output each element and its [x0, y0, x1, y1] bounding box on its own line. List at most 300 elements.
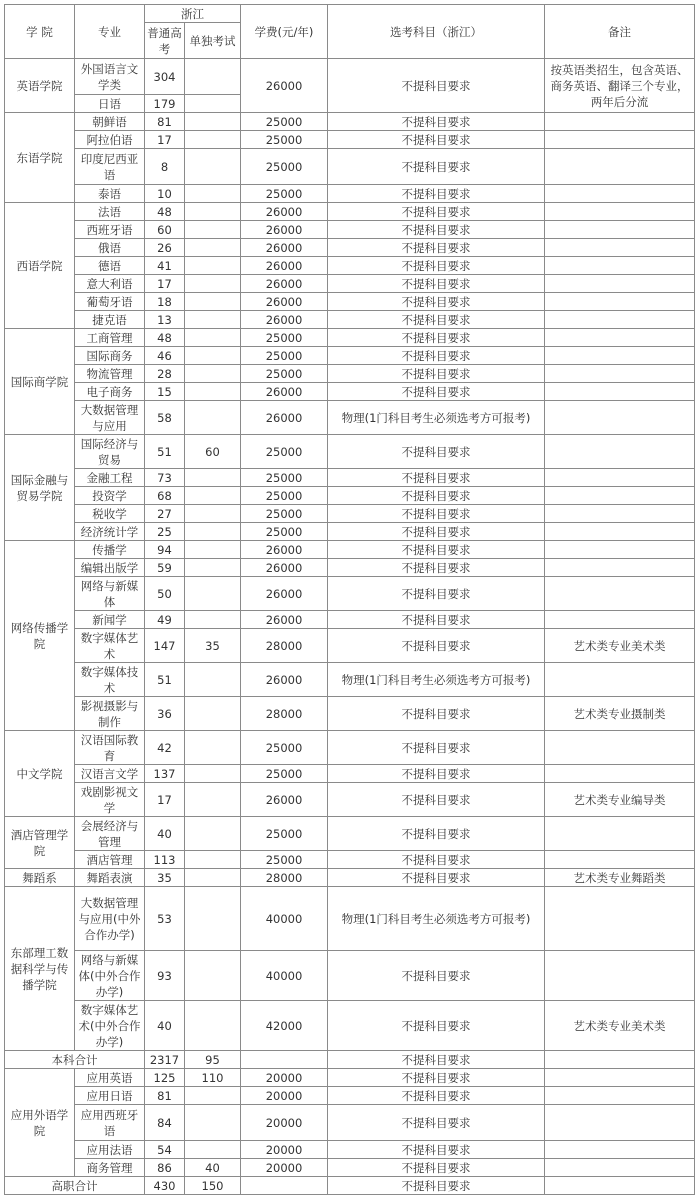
- general-quota-cell: 137: [145, 765, 185, 783]
- separate-quota-cell: [185, 887, 241, 951]
- subjects-cell: 不提科目要求: [328, 1087, 545, 1105]
- major-cell: 日语: [75, 95, 145, 113]
- major-cell: 应用日语: [75, 1087, 145, 1105]
- table-row: [5, 203, 695, 221]
- major-cell: 网络与新媒体(中外合作办学): [75, 951, 145, 1001]
- major-cell: 阿拉伯语: [75, 131, 145, 149]
- separate-quota-cell: [185, 149, 241, 185]
- major-cell: 税收学: [75, 505, 145, 523]
- subjects-cell: 不提科目要求: [328, 293, 545, 311]
- table-row: [5, 239, 695, 257]
- separate-quota-cell: [185, 95, 241, 113]
- general-quota-cell: 147: [145, 629, 185, 663]
- general-quota-cell: 13: [145, 311, 185, 329]
- subjects-cell: 不提科目要求: [328, 149, 545, 185]
- general-quota-cell: 8: [145, 149, 185, 185]
- note-cell: [545, 401, 695, 435]
- general-quota-cell: 40: [145, 817, 185, 851]
- vocational-total-row: [5, 1177, 695, 1195]
- major-cell: 商务管理: [75, 1159, 145, 1177]
- major-cell: 应用西班牙语: [75, 1105, 145, 1141]
- note-cell: [545, 765, 695, 783]
- general-quota-cell: 35: [145, 869, 185, 887]
- note-cell: [545, 1159, 695, 1177]
- table-row: [5, 559, 695, 577]
- separate-quota-cell: [185, 203, 241, 221]
- table-row: [5, 401, 695, 435]
- tuition-cell: 28000: [241, 869, 328, 887]
- note-cell: 艺术类专业舞蹈类: [545, 869, 695, 887]
- general-quota-cell: 17: [145, 275, 185, 293]
- separate-quota-cell: [185, 239, 241, 257]
- table-row: [5, 1069, 695, 1087]
- separate-quota-cell: [185, 275, 241, 293]
- tuition-cell: 25000: [241, 817, 328, 851]
- general-quota-cell: 86: [145, 1159, 185, 1177]
- tuition-cell: 26000: [241, 275, 328, 293]
- major-cell: 西班牙语: [75, 221, 145, 239]
- subjects-cell: 不提科目要求: [328, 1051, 545, 1069]
- separate-quota-cell: [185, 347, 241, 365]
- note-cell: [545, 239, 695, 257]
- table-row: [5, 383, 695, 401]
- general-quota-cell: 53: [145, 887, 185, 951]
- general-quota-cell: 10: [145, 185, 185, 203]
- table-row: [5, 765, 695, 783]
- major-cell: 泰语: [75, 185, 145, 203]
- general-quota-cell: 26: [145, 239, 185, 257]
- major-cell: 国际经济与贸易: [75, 435, 145, 469]
- college-cell: 舞蹈系: [5, 869, 75, 887]
- general-quota-cell: 46: [145, 347, 185, 365]
- subjects-cell: 物理(1门科目考生必须选考方可报考): [328, 887, 545, 951]
- header-notes: 备注: [545, 5, 695, 59]
- college-cell: 国际金融与贸易学院: [5, 435, 75, 541]
- general-quota-cell: 93: [145, 951, 185, 1001]
- subjects-cell: 不提科目要求: [328, 113, 545, 131]
- general-quota-cell: 81: [145, 1087, 185, 1105]
- total-label-cell: 本科合计: [5, 1051, 145, 1069]
- separate-quota-cell: [185, 311, 241, 329]
- general-quota-cell: 125: [145, 1069, 185, 1087]
- major-cell: 舞蹈表演: [75, 869, 145, 887]
- tuition-cell: 40000: [241, 951, 328, 1001]
- note-cell: [545, 577, 695, 611]
- undergrad-total-row: [5, 1051, 695, 1069]
- note-cell: 艺术类专业美术类: [545, 629, 695, 663]
- tuition-cell: 20000: [241, 1141, 328, 1159]
- table-row: [5, 577, 695, 611]
- subjects-cell: 不提科目要求: [328, 505, 545, 523]
- tuition-cell: 26000: [241, 239, 328, 257]
- major-cell: 金融工程: [75, 469, 145, 487]
- table-row: [5, 783, 695, 817]
- table-row: [5, 185, 695, 203]
- header-major: 专业: [75, 5, 145, 59]
- tuition-cell: [241, 1051, 328, 1069]
- college-cell: 应用外语学院: [5, 1069, 75, 1177]
- general-quota-cell: 48: [145, 203, 185, 221]
- subjects-cell: 不提科目要求: [328, 1069, 545, 1087]
- subjects-cell: 不提科目要求: [328, 203, 545, 221]
- subjects-cell: 不提科目要求: [328, 731, 545, 765]
- general-quota-cell: 94: [145, 541, 185, 559]
- table-row: [5, 131, 695, 149]
- college-cell: 酒店管理学院: [5, 817, 75, 869]
- table-row: [5, 697, 695, 731]
- subjects-cell: 不提科目要求: [328, 131, 545, 149]
- separate-quota-cell: [185, 869, 241, 887]
- separate-quota-cell: [185, 1087, 241, 1105]
- college-cell: 西语学院: [5, 203, 75, 329]
- general-quota-cell: 84: [145, 1105, 185, 1141]
- tuition-cell: 26000: [241, 577, 328, 611]
- subjects-cell: 不提科目要求: [328, 783, 545, 817]
- general-quota-cell: 179: [145, 95, 185, 113]
- note-cell: [545, 365, 695, 383]
- table-row: [5, 951, 695, 1001]
- major-cell: 数字媒体技术: [75, 663, 145, 697]
- major-cell: 大数据管理与应用(中外合作办学): [75, 887, 145, 951]
- tuition-cell: 28000: [241, 629, 328, 663]
- general-quota-cell: 49: [145, 611, 185, 629]
- note-cell: 艺术类专业美术类: [545, 1001, 695, 1051]
- note-cell: [545, 1051, 695, 1069]
- separate-quota-cell: 40: [185, 1159, 241, 1177]
- note-cell: [545, 487, 695, 505]
- subjects-cell: 不提科目要求: [328, 697, 545, 731]
- note-cell: 艺术类专业摄制类: [545, 697, 695, 731]
- note-cell: [545, 817, 695, 851]
- subjects-cell: 不提科目要求: [328, 1001, 545, 1051]
- tuition-cell: 25000: [241, 149, 328, 185]
- separate-quota-cell: [185, 663, 241, 697]
- general-quota-cell: 113: [145, 851, 185, 869]
- header-general: 普通高考: [145, 23, 185, 59]
- note-cell: [545, 257, 695, 275]
- subjects-cell: 不提科目要求: [328, 611, 545, 629]
- subjects-cell: 物理(1门科目考生必须选考方可报考): [328, 401, 545, 435]
- college-cell: 网络传播学院: [5, 541, 75, 731]
- major-cell: 捷克语: [75, 311, 145, 329]
- separate-quota-cell: [185, 559, 241, 577]
- subjects-cell: 不提科目要求: [328, 1177, 545, 1195]
- tuition-cell: 25000: [241, 435, 328, 469]
- subjects-cell: 不提科目要求: [328, 185, 545, 203]
- table-row: [5, 1087, 695, 1105]
- table-row: [5, 329, 695, 347]
- subjects-cell: 不提科目要求: [328, 59, 545, 113]
- note-cell: [545, 275, 695, 293]
- table-row: [5, 221, 695, 239]
- tuition-cell: 28000: [241, 697, 328, 731]
- separate-quota-cell: [185, 505, 241, 523]
- major-cell: 电子商务: [75, 383, 145, 401]
- header-college: 学 院: [5, 5, 75, 59]
- header-row: [5, 5, 695, 23]
- general-quota-cell: 42: [145, 731, 185, 765]
- general-quota-cell: 17: [145, 131, 185, 149]
- table-row: [5, 275, 695, 293]
- major-cell: 经济统计学: [75, 523, 145, 541]
- general-quota-cell: 15: [145, 383, 185, 401]
- major-cell: 酒店管理: [75, 851, 145, 869]
- separate-quota-cell: [185, 59, 241, 95]
- table-row: [5, 347, 695, 365]
- tuition-cell: 26000: [241, 541, 328, 559]
- college-cell: 英语学院: [5, 59, 75, 113]
- general-quota-cell: 2317: [145, 1051, 185, 1069]
- major-cell: 大数据管理与应用: [75, 401, 145, 435]
- separate-quota-cell: [185, 951, 241, 1001]
- header-subjects: 选考科目（浙江）: [328, 5, 545, 59]
- note-cell: [545, 435, 695, 469]
- table-row: [5, 257, 695, 275]
- note-cell: [545, 559, 695, 577]
- separate-quota-cell: [185, 383, 241, 401]
- note-cell: 艺术类专业编导类: [545, 783, 695, 817]
- table-row: [5, 1001, 695, 1051]
- tuition-cell: 26000: [241, 311, 328, 329]
- general-quota-cell: 73: [145, 469, 185, 487]
- table-row: [5, 1141, 695, 1159]
- subjects-cell: 不提科目要求: [328, 221, 545, 239]
- tuition-cell: 25000: [241, 505, 328, 523]
- tuition-cell: 40000: [241, 887, 328, 951]
- tuition-cell: 25000: [241, 131, 328, 149]
- separate-quota-cell: [185, 577, 241, 611]
- general-quota-cell: 40: [145, 1001, 185, 1051]
- major-cell: 编辑出版学: [75, 559, 145, 577]
- separate-quota-cell: [185, 731, 241, 765]
- note-cell: [545, 329, 695, 347]
- college-cell: 东部理工数据科学与传播学院: [5, 887, 75, 1051]
- general-quota-cell: 81: [145, 113, 185, 131]
- major-cell: 物流管理: [75, 365, 145, 383]
- separate-quota-cell: [185, 765, 241, 783]
- separate-quota-cell: [185, 401, 241, 435]
- general-quota-cell: 41: [145, 257, 185, 275]
- separate-quota-cell: 110: [185, 1069, 241, 1087]
- general-quota-cell: 59: [145, 559, 185, 577]
- tuition-cell: 25000: [241, 329, 328, 347]
- tuition-cell: 25000: [241, 365, 328, 383]
- table-row: [5, 365, 695, 383]
- general-quota-cell: 304: [145, 59, 185, 95]
- separate-quota-cell: [185, 783, 241, 817]
- tuition-cell: 26000: [241, 559, 328, 577]
- subjects-cell: 不提科目要求: [328, 347, 545, 365]
- major-cell: 戏剧影视文学: [75, 783, 145, 817]
- note-cell: [545, 951, 695, 1001]
- tuition-cell: 26000: [241, 383, 328, 401]
- major-cell: 朝鲜语: [75, 113, 145, 131]
- subjects-cell: 不提科目要求: [328, 951, 545, 1001]
- general-quota-cell: 58: [145, 401, 185, 435]
- table-row: [5, 541, 695, 559]
- general-quota-cell: 51: [145, 435, 185, 469]
- table-row: [5, 149, 695, 185]
- separate-quota-cell: [185, 697, 241, 731]
- separate-quota-cell: [185, 365, 241, 383]
- major-cell: 意大利语: [75, 275, 145, 293]
- table-row: [5, 817, 695, 851]
- table-row: [5, 1159, 695, 1177]
- major-cell: 新闻学: [75, 611, 145, 629]
- subjects-cell: 不提科目要求: [328, 523, 545, 541]
- header-zhejiang: 浙江: [145, 5, 241, 23]
- subjects-cell: 不提科目要求: [328, 487, 545, 505]
- subjects-cell: 不提科目要求: [328, 469, 545, 487]
- general-quota-cell: 48: [145, 329, 185, 347]
- major-cell: 应用英语: [75, 1069, 145, 1087]
- subjects-cell: 不提科目要求: [328, 541, 545, 559]
- note-cell: [545, 523, 695, 541]
- major-cell: 法语: [75, 203, 145, 221]
- major-cell: 数字媒体艺术(中外合作办学): [75, 1001, 145, 1051]
- subjects-cell: 不提科目要求: [328, 383, 545, 401]
- subjects-cell: 不提科目要求: [328, 817, 545, 851]
- note-cell: [545, 851, 695, 869]
- separate-quota-cell: [185, 469, 241, 487]
- tuition-cell: 26000: [241, 783, 328, 817]
- separate-quota-cell: [185, 487, 241, 505]
- major-cell: 俄语: [75, 239, 145, 257]
- note-cell: [545, 113, 695, 131]
- note-cell: [545, 203, 695, 221]
- separate-quota-cell: [185, 523, 241, 541]
- admissions-table: [4, 4, 695, 1195]
- tuition-cell: 20000: [241, 1087, 328, 1105]
- major-cell: 网络与新媒体: [75, 577, 145, 611]
- separate-quota-cell: 95: [185, 1051, 241, 1069]
- subjects-cell: 不提科目要求: [328, 577, 545, 611]
- tuition-cell: 25000: [241, 487, 328, 505]
- separate-quota-cell: 60: [185, 435, 241, 469]
- note-cell: [545, 541, 695, 559]
- note-cell: [545, 311, 695, 329]
- separate-quota-cell: [185, 851, 241, 869]
- major-cell: 工商管理: [75, 329, 145, 347]
- note-cell: [545, 347, 695, 365]
- note-cell: [545, 131, 695, 149]
- tuition-cell: 25000: [241, 765, 328, 783]
- tuition-cell: 25000: [241, 469, 328, 487]
- major-cell: 国际商务: [75, 347, 145, 365]
- tuition-cell: 26000: [241, 663, 328, 697]
- separate-quota-cell: [185, 221, 241, 239]
- subjects-cell: 不提科目要求: [328, 765, 545, 783]
- general-quota-cell: 27: [145, 505, 185, 523]
- major-cell: 数字媒体艺术: [75, 629, 145, 663]
- note-cell: [545, 185, 695, 203]
- general-quota-cell: 36: [145, 697, 185, 731]
- tuition-cell: 25000: [241, 113, 328, 131]
- tuition-cell: 20000: [241, 1105, 328, 1141]
- major-cell: 汉语言文学: [75, 765, 145, 783]
- note-cell: [545, 505, 695, 523]
- separate-quota-cell: [185, 329, 241, 347]
- major-cell: 印度尼西亚语: [75, 149, 145, 185]
- separate-quota-cell: 150: [185, 1177, 241, 1195]
- note-cell: [545, 1141, 695, 1159]
- table-row: [5, 293, 695, 311]
- note-cell: [545, 293, 695, 311]
- note-cell: 按英语类招生，包含英语、商务英语、翻译三个专业，两年后分流: [545, 59, 695, 113]
- note-cell: [545, 383, 695, 401]
- table-row: [5, 59, 695, 95]
- table-row: [5, 611, 695, 629]
- major-cell: 葡萄牙语: [75, 293, 145, 311]
- table-row: [5, 629, 695, 663]
- table-body: [5, 5, 695, 1195]
- tuition-cell: 25000: [241, 185, 328, 203]
- note-cell: [545, 221, 695, 239]
- table-row: [5, 1105, 695, 1141]
- table-row: [5, 311, 695, 329]
- note-cell: [545, 469, 695, 487]
- header-tuition: 学费(元/年): [241, 5, 328, 59]
- note-cell: [545, 663, 695, 697]
- separate-quota-cell: 35: [185, 629, 241, 663]
- major-cell: 外国语言文学类: [75, 59, 145, 95]
- separate-quota-cell: [185, 1105, 241, 1141]
- subjects-cell: 不提科目要求: [328, 851, 545, 869]
- table-row: [5, 487, 695, 505]
- major-cell: 影视摄影与制作: [75, 697, 145, 731]
- general-quota-cell: 25: [145, 523, 185, 541]
- table-row: [5, 523, 695, 541]
- separate-quota-cell: [185, 817, 241, 851]
- major-cell: 会展经济与管理: [75, 817, 145, 851]
- general-quota-cell: 17: [145, 783, 185, 817]
- major-cell: 德语: [75, 257, 145, 275]
- note-cell: [545, 1069, 695, 1087]
- separate-quota-cell: [185, 541, 241, 559]
- separate-quota-cell: [185, 185, 241, 203]
- tuition-cell: 20000: [241, 1159, 328, 1177]
- separate-quota-cell: [185, 1001, 241, 1051]
- tuition-cell: 26000: [241, 203, 328, 221]
- subjects-cell: 不提科目要求: [328, 629, 545, 663]
- separate-quota-cell: [185, 257, 241, 275]
- general-quota-cell: 28: [145, 365, 185, 383]
- table-row: [5, 851, 695, 869]
- subjects-cell: 物理(1门科目考生必须选考方可报考): [328, 663, 545, 697]
- table-row: [5, 887, 695, 951]
- note-cell: [545, 611, 695, 629]
- tuition-cell: 25000: [241, 523, 328, 541]
- general-quota-cell: 51: [145, 663, 185, 697]
- table-row: [5, 435, 695, 469]
- subjects-cell: 不提科目要求: [328, 275, 545, 293]
- tuition-cell: 25000: [241, 347, 328, 365]
- subjects-cell: 不提科目要求: [328, 435, 545, 469]
- college-cell: 中文学院: [5, 731, 75, 817]
- subjects-cell: 不提科目要求: [328, 329, 545, 347]
- subjects-cell: 不提科目要求: [328, 365, 545, 383]
- subjects-cell: 不提科目要求: [328, 559, 545, 577]
- subjects-cell: 不提科目要求: [328, 257, 545, 275]
- tuition-cell: 25000: [241, 731, 328, 765]
- tuition-cell: 26000: [241, 221, 328, 239]
- table-row: [5, 469, 695, 487]
- tuition-cell: 42000: [241, 1001, 328, 1051]
- note-cell: [545, 149, 695, 185]
- note-cell: [545, 731, 695, 765]
- general-quota-cell: 60: [145, 221, 185, 239]
- tuition-cell: 26000: [241, 59, 328, 113]
